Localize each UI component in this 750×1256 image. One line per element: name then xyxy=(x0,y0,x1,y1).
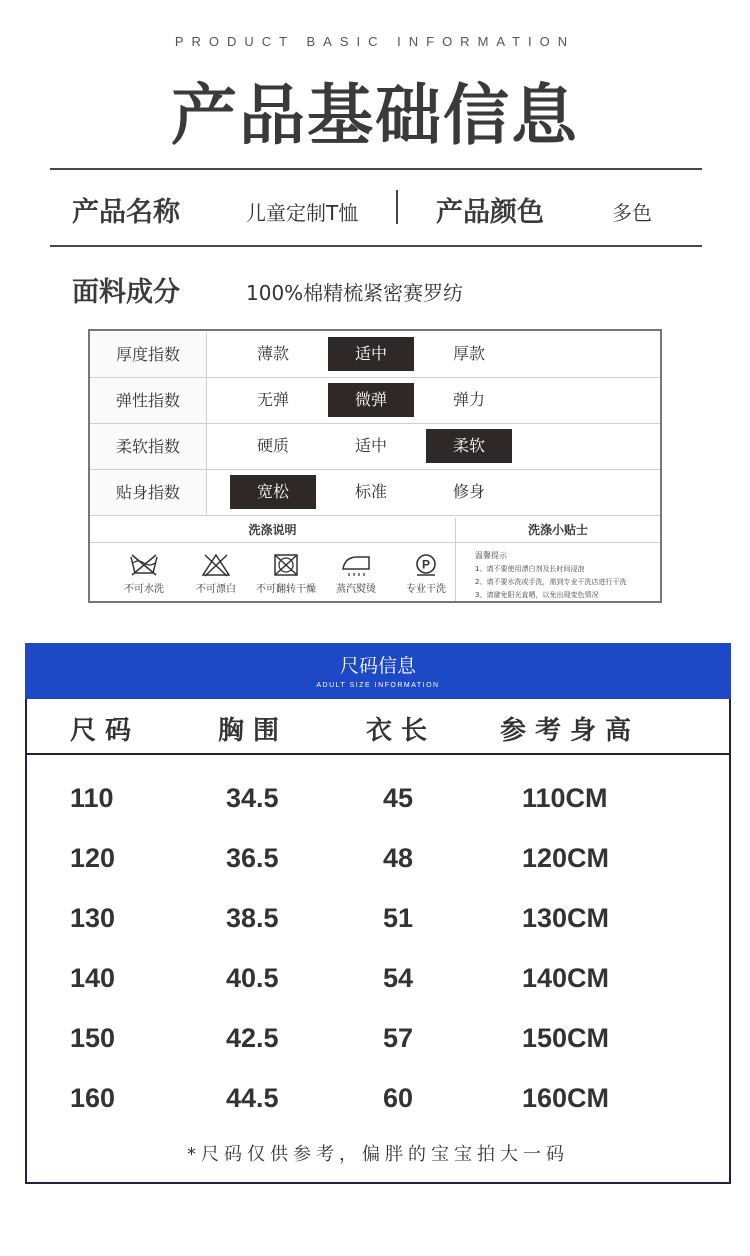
property-option-selected: 柔软 xyxy=(426,429,512,463)
no-bleach-icon xyxy=(201,553,231,577)
chest-cell: 42.5 xyxy=(226,1023,279,1053)
property-label: 柔软指数 xyxy=(90,424,207,469)
product-color-value: 多色 xyxy=(612,201,652,225)
size-cell: 120 xyxy=(70,843,116,873)
property-row xyxy=(90,332,660,378)
property-option: 修身 xyxy=(452,482,485,501)
height-cell: 150CM xyxy=(522,1023,610,1053)
property-option: 标准 xyxy=(354,482,387,501)
property-option: 硬质 xyxy=(256,436,289,455)
product-name-label: 产品名称 xyxy=(72,197,180,228)
length-cell: 57 xyxy=(383,1023,414,1053)
property-option: 弹力 xyxy=(452,390,485,409)
size-cell: 110 xyxy=(70,783,114,813)
size-subtitle: ADULT SIZE INFORMATION xyxy=(316,682,440,689)
properties-table xyxy=(88,329,662,603)
property-label: 弹性指数 xyxy=(90,378,207,423)
size-cell: 160 xyxy=(70,1083,116,1113)
property-row xyxy=(90,378,660,424)
divider-bottom xyxy=(50,245,702,247)
length-cell: 51 xyxy=(383,903,414,933)
chest-cell: 36.5 xyxy=(226,843,279,873)
header-height: 参考身高 xyxy=(500,716,641,746)
header-chest: 胸围 xyxy=(218,716,289,746)
size-cell: 130 xyxy=(70,903,116,933)
size-cell: 140 xyxy=(70,963,116,993)
height-cell: 110CM xyxy=(522,783,608,813)
product-name-value: 儿童定制T恤 xyxy=(246,201,359,225)
header-size: 尺码 xyxy=(70,716,141,746)
steam-iron-item xyxy=(324,553,388,595)
no-wash-label: 不可水洗 xyxy=(124,584,164,595)
dry-clean-item xyxy=(394,553,458,595)
tip-item: 2、请不要水洗或手洗，需到专业干洗店进行干洗 xyxy=(475,578,627,586)
no-tumble-dry-item xyxy=(254,553,318,595)
length-cell: 45 xyxy=(383,783,414,813)
page-title: 产品基础信息 xyxy=(171,77,579,154)
svg-text:P: P xyxy=(421,557,431,572)
no-bleach-label: 不可漂白 xyxy=(196,584,236,595)
fabric-label: 面料成分 xyxy=(72,277,180,308)
length-cell: 60 xyxy=(383,1083,414,1113)
size-cell: 150 xyxy=(70,1023,116,1053)
height-cell: 160CM xyxy=(522,1083,610,1113)
chest-cell: 40.5 xyxy=(226,963,279,993)
product-color-label: 产品颜色 xyxy=(436,197,544,228)
property-row xyxy=(90,424,660,470)
property-row xyxy=(90,470,660,516)
height-cell: 120CM xyxy=(522,843,610,873)
header-length: 衣长 xyxy=(366,716,437,746)
tip-item: 1、请不要使用漂白剂及长时间浸泡 xyxy=(475,565,585,573)
tips-heading: 温馨提示 xyxy=(475,551,507,560)
chest-cell: 38.5 xyxy=(226,903,279,933)
tips-block xyxy=(475,549,655,602)
no-tumble-dry-icon xyxy=(271,553,301,577)
tip-item: 3、请避免阳光直晒，以免出现变色情况 xyxy=(475,591,599,599)
size-title: 尺码信息 xyxy=(339,655,416,677)
washing-title: 洗涤说明 xyxy=(90,518,455,543)
info-separator xyxy=(396,190,398,224)
english-title: PRODUCT BASIC INFORMATION xyxy=(174,34,576,49)
steam-iron-icon xyxy=(339,553,373,577)
property-option: 无弹 xyxy=(256,390,289,409)
property-option-selected: 宽松 xyxy=(230,475,316,509)
size-note: *尺码仅供参考，偏胖的宝宝拍大一码 xyxy=(187,1144,569,1165)
no-tumble-dry-label: 不可翻转干燥 xyxy=(256,584,316,595)
no-wash-icon xyxy=(129,553,159,577)
property-label: 厚度指数 xyxy=(90,332,207,377)
divider-top xyxy=(50,168,702,170)
fabric-value: 100%棉精梳紧密赛罗纺 xyxy=(246,281,464,305)
property-option-selected: 微弹 xyxy=(328,383,414,417)
no-bleach-item xyxy=(184,553,248,595)
dry-clean-label: 专业干洗 xyxy=(406,584,446,595)
property-option: 厚款 xyxy=(452,344,485,363)
chest-cell: 34.5 xyxy=(226,783,279,813)
steam-iron-label: 蒸汽熨烫 xyxy=(336,584,376,595)
property-option: 适中 xyxy=(354,436,387,455)
dry-clean-p-icon xyxy=(411,553,441,577)
size-header-rule xyxy=(25,753,731,755)
tips-title: 洗涤小贴士 xyxy=(456,518,660,543)
length-cell: 48 xyxy=(383,843,414,873)
property-option-selected: 适中 xyxy=(328,337,414,371)
no-wash-item xyxy=(112,553,176,595)
chest-cell: 44.5 xyxy=(226,1083,279,1113)
length-cell: 54 xyxy=(383,963,414,993)
height-cell: 130CM xyxy=(522,903,610,933)
property-option: 薄款 xyxy=(256,344,289,363)
property-label: 贴身指数 xyxy=(90,470,207,515)
height-cell: 140CM xyxy=(522,963,610,993)
size-banner xyxy=(25,643,731,699)
